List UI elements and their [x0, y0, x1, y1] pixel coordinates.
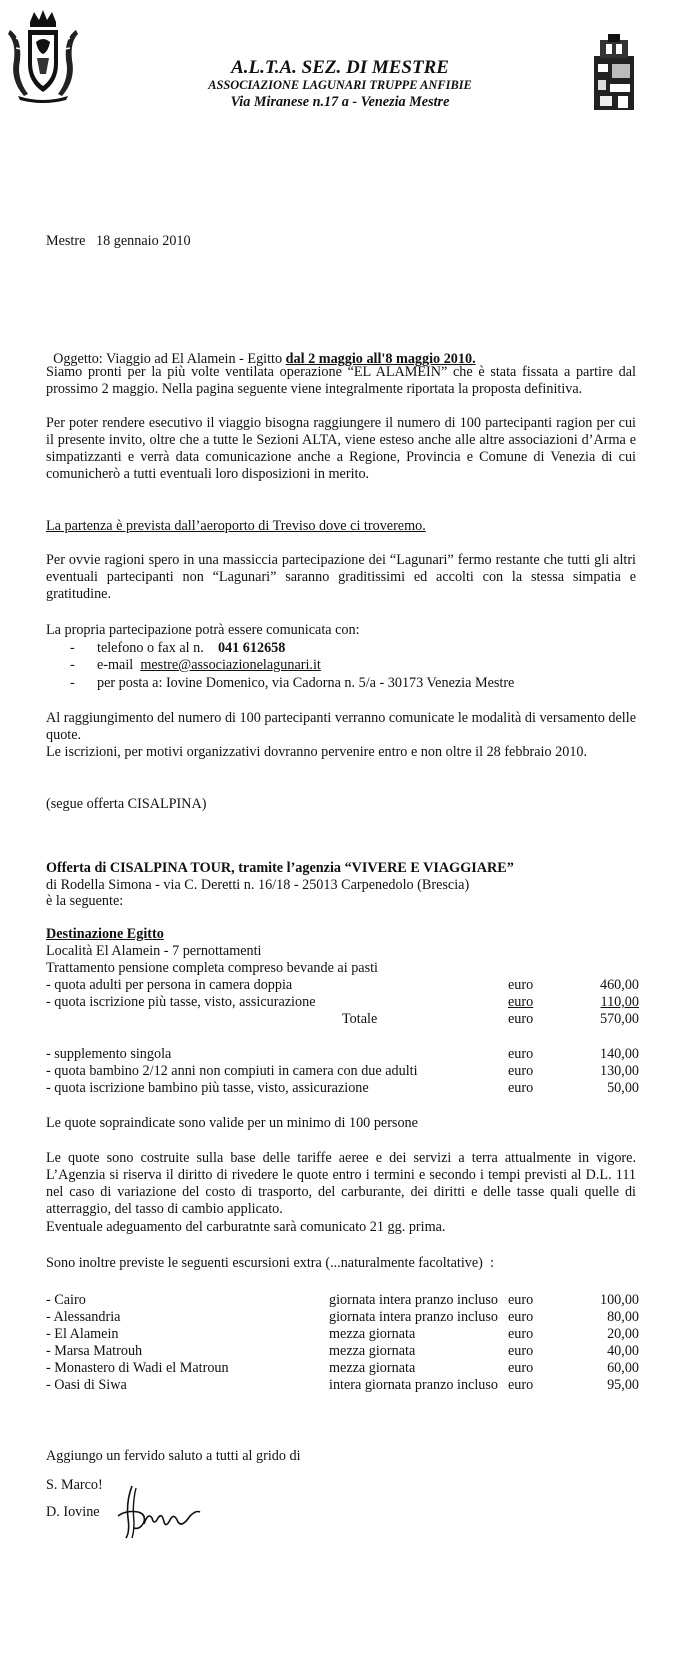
- offer-intro: è la seguente:: [46, 893, 124, 909]
- departure-note: La partenza è prevista dall’aeroporto di Treviso dove ci troveremo.: [46, 518, 426, 534]
- excursion-place: - Alessandria: [46, 1309, 121, 1325]
- signer-name: D. Iovine: [46, 1504, 100, 1520]
- paragraph-participants: Per poter rendere esecutivo il viaggio bisogna raggiungere il numero di 100 partecipanti ragion per cui il presente invito, oltre che a tutte le Sezioni ALTA, viene esteso anche alle altre associazioni d’Arma e simpatizzanti e verrà data comunicazione anche a Regione, Provincia e Comune di Venezia di cui comunicherò a tutti eventuali loro disposizioni in merito.: [46, 415, 636, 482]
- price-currency: euro: [508, 1046, 534, 1062]
- excursion-amount: 100,00: [599, 1292, 639, 1308]
- contact-label: e-mail: [97, 657, 141, 673]
- price-amount: 110,00: [600, 994, 639, 1010]
- excursion-place: - Cairo: [46, 1292, 86, 1308]
- contact-label: per posta a: Iovine Domenico, via Cadorna n. 5/a - 30173 Venezia Mestre: [97, 675, 515, 691]
- excursion-place: - El Alamein: [46, 1326, 119, 1342]
- excursion-row: [46, 1360, 646, 1377]
- closing-greeting: Aggiungo un fervido saluto a tutti al grido di: [46, 1448, 301, 1464]
- excursion-amount: 20,00: [607, 1326, 639, 1342]
- excursions-intro: Sono inoltre previste le seguenti escursioni extra (...naturalmente facoltative) :: [46, 1255, 494, 1271]
- fuel-note: Eventuale adeguamento del carburatnte sarà comunicato 21 gg. prima.: [46, 1219, 446, 1235]
- offer-title: Offerta di CISALPINA TOUR, tramite l’agenzia “VIVERE E VIAGGIARE”: [46, 860, 514, 876]
- excursion-type: intera giornata pranzo incluso: [329, 1377, 499, 1393]
- excursion-currency: euro: [508, 1292, 534, 1308]
- excursions-table: [46, 1292, 646, 1402]
- excursion-currency: euro: [508, 1377, 534, 1393]
- excursion-row: [46, 1377, 646, 1394]
- price-row: [46, 1046, 646, 1063]
- excursion-amount: 95,00: [607, 1377, 639, 1393]
- excursion-place: - Oasi di Siwa: [46, 1377, 127, 1393]
- contact-intro: La propria partecipazione potrà essere comunicata con:: [46, 622, 360, 638]
- terms-paragraph: Le quote sono costruite sulla base delle tariffe aeree e dei servizi a terra attualmente in vigore. L’Agenzia si riserva il diritto di rivedere le quote entro i termini e secondo i tempi previsti al D.L. 111 nel caso di variazione del costo di trasporto, del carburante, dei diritti e delle tasse quali quelle di atterraggio, del tasso di cambio applicato.: [46, 1150, 636, 1217]
- contact-item-post: [0, 675, 675, 692]
- paragraph-lagunari: Per ovvie ragioni spero in una massiccia partecipazione dei “Lagunari” fermo restante che tutti gli altri eventuali partecipanti non “Lagunari” saranno graditissimi ed accolti con la stessa simpatia e gratitudine.: [46, 552, 636, 602]
- price-amount: 50,00: [607, 1080, 639, 1096]
- paragraph-payment: Al raggiungimento del numero di 100 partecipanti verranno comunicate le modalità di versamento delle quote.: [46, 710, 636, 743]
- excursion-place: - Marsa Matrouh: [46, 1343, 143, 1359]
- price-currency: euro: [508, 994, 534, 1010]
- board-line: Trattamento pensione completa compreso bevande ai pasti: [46, 960, 378, 976]
- excursion-currency: euro: [508, 1326, 534, 1342]
- price-desc: - quota iscrizione bambino più tasse, visto, assicurazione: [46, 1080, 369, 1096]
- price-table: [46, 977, 646, 1127]
- total-label: Totale: [342, 1011, 378, 1027]
- contact-label: telefono o fax al n.: [97, 640, 204, 656]
- offer-agency: di Rodella Simona - via C. Deretti n. 16/18 - 25013 Carpenedolo (Brescia): [46, 877, 470, 893]
- price-row: [46, 977, 646, 994]
- excursion-amount: 40,00: [607, 1343, 639, 1359]
- excursion-row: [46, 1292, 646, 1309]
- list-dash: -: [70, 675, 75, 691]
- price-currency: euro: [508, 977, 534, 993]
- paragraph-deadline: Le iscrizioni, per motivi organizzativi dovranno pervenire entro e non oltre il 28 febbraio 2010.: [46, 744, 588, 760]
- date-line: Mestre 18 gennaio 2010: [46, 233, 191, 249]
- contact-item-phone: [0, 640, 675, 657]
- price-row: [46, 1063, 646, 1080]
- destination-heading: Destinazione Egitto: [46, 926, 164, 942]
- excursion-type: mezza giornata: [329, 1326, 416, 1342]
- subject-prefix: Oggetto: Viaggio ad El Alamein - Egitto: [53, 351, 286, 367]
- left-crest-emblem: [6, 8, 80, 104]
- price-desc: - supplemento singola: [46, 1046, 172, 1062]
- right-tower-emblem: [592, 34, 636, 110]
- excursion-type: giornata intera pranzo incluso: [329, 1309, 499, 1325]
- price-desc: - quota adulti per persona in camera doppia: [46, 977, 293, 993]
- price-amount: 140,00: [599, 1046, 639, 1062]
- price-desc: - quota iscrizione più tasse, visto, assicurazione: [46, 994, 316, 1010]
- subject-dates: dal 2 maggio all'8 maggio 2010.: [285, 351, 476, 367]
- excursion-currency: euro: [508, 1343, 534, 1359]
- total-currency: euro: [508, 1011, 534, 1027]
- excursion-type: mezza giornata: [329, 1360, 416, 1376]
- closing-cry: S. Marco!: [46, 1477, 103, 1493]
- subject-line: [46, 334, 476, 368]
- price-row: [46, 994, 646, 1011]
- price-desc: - quota bambino 2/12 anni non compiuti in camera con due adulti: [46, 1063, 418, 1079]
- excursion-type: giornata intera pranzo incluso: [329, 1292, 499, 1308]
- price-row: [46, 1080, 646, 1097]
- follows-note: (segue offerta CISALPINA): [46, 796, 207, 812]
- total-row: [46, 1011, 646, 1028]
- org-full-name: ASSOCIAZIONE LAGUNARI TRUPPE ANFIBIE: [208, 78, 472, 92]
- excursion-type: mezza giornata: [329, 1343, 416, 1359]
- list-dash: -: [70, 657, 75, 673]
- minimum-note: Le quote sopraindicate sono valide per un minimo di 100 persone: [46, 1115, 418, 1131]
- email-link[interactable]: mestre@associazionelagunari.it: [140, 657, 321, 673]
- excursion-row: [46, 1326, 646, 1343]
- excursion-place: - Monastero di Wadi el Matroun: [46, 1360, 229, 1376]
- total-amount: 570,00: [599, 1011, 639, 1027]
- contact-list: [0, 640, 675, 692]
- excursion-row: [46, 1309, 646, 1326]
- excursion-amount: 80,00: [607, 1309, 639, 1325]
- excursion-currency: euro: [508, 1360, 534, 1376]
- excursion-row: [46, 1343, 646, 1360]
- handwritten-signature: [112, 1482, 202, 1542]
- price-amount: 130,00: [599, 1063, 639, 1079]
- org-name: A.L.T.A. SEZ. DI MESTRE: [231, 57, 449, 78]
- price-currency: euro: [508, 1080, 534, 1096]
- locality-line: Località El Alamein - 7 pernottamenti: [46, 943, 262, 959]
- price-amount: 460,00: [599, 977, 639, 993]
- org-address: Via Miranese n.17 a - Venezia Mestre: [230, 94, 450, 110]
- phone-number: 041 612658: [217, 640, 286, 656]
- paragraph-intro: Siamo pronti per la più volte ventilata operazione “EL ALAMEIN” che è stata fissata a partire dal prossimo 2 maggio. Nella pagina seguente viene integralmente riportata la proposta definitiva.: [46, 364, 636, 397]
- excursion-amount: 60,00: [607, 1360, 639, 1376]
- list-dash: -: [70, 640, 75, 656]
- price-currency: euro: [508, 1063, 534, 1079]
- excursion-currency: euro: [508, 1309, 534, 1325]
- contact-item-email: [0, 657, 675, 674]
